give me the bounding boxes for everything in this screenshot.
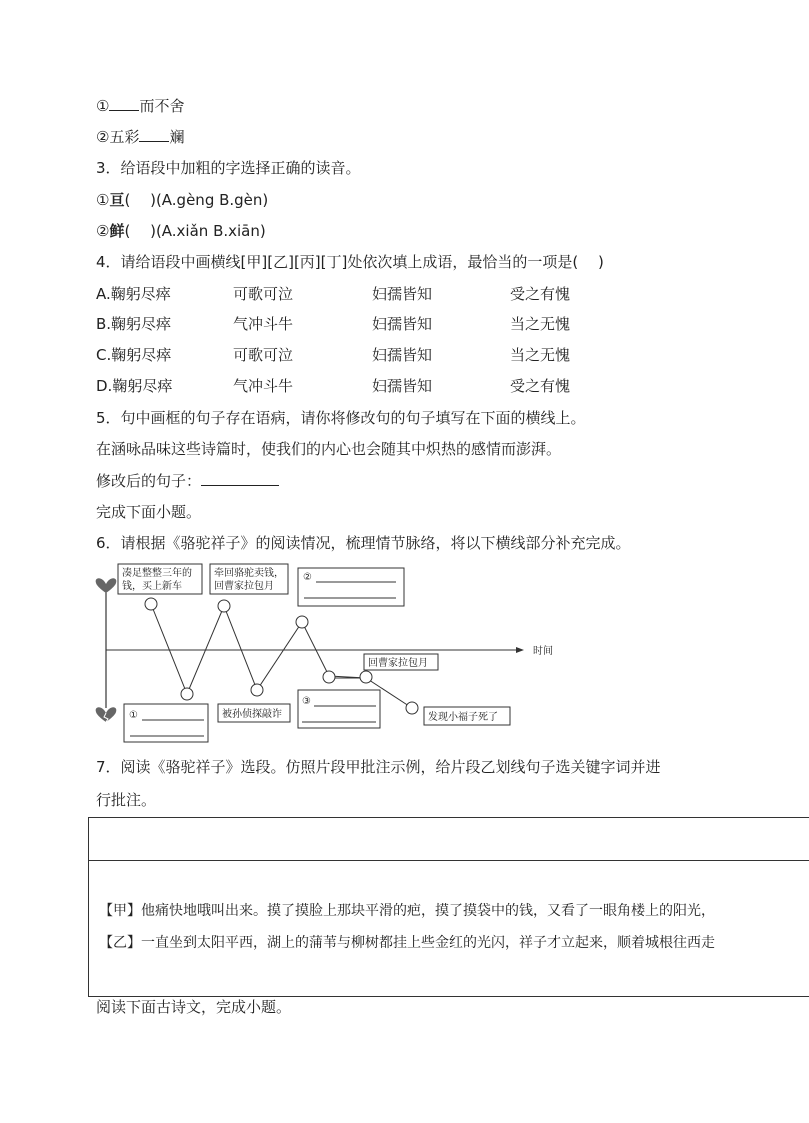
question-3-item-2: ②鲜( )(A.xiǎn B.xiān) [96, 222, 266, 240]
table-divider [89, 860, 809, 861]
question-3-item-1: ①亘( )(A.gèng B.gèn) [96, 191, 269, 209]
box-1-line-1: 凑足整整三年的 [122, 568, 192, 579]
question-5: 5．句中画框的句子存在语病，请你将修改句的句子填写在下面的横线上。 [96, 409, 586, 427]
plot-diagram [92, 560, 553, 750]
answer-blank[interactable] [139, 127, 169, 142]
question-6: 6．请根据《骆驼祥子》的阅读情况，梳理情节脉络，将以下横线部分补充完成。 [96, 534, 631, 552]
option-b-3: 妇孺皆知 [372, 315, 433, 333]
item-2: ②五彩 斓 [96, 128, 185, 146]
box-1-line-2: 钱，买上新车 [122, 581, 182, 592]
plot-node [360, 671, 372, 683]
option-d-3: 妇孺皆知 [372, 377, 433, 395]
box-2-line-1: 牵回骆驼卖钱， [214, 568, 284, 579]
option-a-2: 可歌可泣 [233, 285, 294, 303]
box-4-label: ① [129, 710, 138, 721]
section-intro-2: 阅读下面古诗文，完成小题。 [96, 998, 292, 1016]
option-a-3: 妇孺皆知 [372, 285, 433, 303]
question-5-sentence: 在涵咏品味这些诗篇时，使我们的内心也会随其中炽热的感情而澎湃。 [96, 440, 562, 458]
section-intro: 完成下面小题。 [96, 503, 202, 521]
plot-node [145, 598, 157, 610]
option-c-1[interactable]: C.鞠躬尽瘁 [96, 346, 172, 364]
plot-node [251, 684, 263, 696]
plot-node [323, 671, 335, 683]
annotation-table [88, 817, 809, 997]
heart-icon [96, 578, 117, 593]
plot-node [296, 616, 308, 628]
box-7-text: 回曹家拉包月 [368, 658, 428, 669]
question-3: 3．给语段中加粗的字选择正确的读音。 [96, 159, 361, 177]
plot-node [181, 688, 193, 700]
option-a-1[interactable]: A.鞠躬尽瘁 [96, 285, 171, 303]
axis-label-time: 时间 [533, 646, 553, 657]
option-a-4: 受之有愧 [510, 285, 571, 303]
option-b-2: 气冲斗牛 [233, 315, 294, 333]
broken-heart-icon [96, 707, 117, 722]
question-4: 4．请给语段中画横线[甲][乙][丙][丁]处依次填上成语，最恰当的一项是( ) [96, 253, 604, 271]
plot-node [406, 702, 418, 714]
passage-yi: 【乙】一直坐到太阳平西，湖上的蒲苇与柳树都挂上些金红的光闪，祥子才立起来，顺着城根往西走 [99, 935, 715, 951]
option-b-1[interactable]: B.鞠躬尽瘁 [96, 315, 172, 333]
box-2-line-2: 回曹家拉包月 [214, 581, 274, 592]
answer-blank[interactable] [109, 96, 139, 111]
question-5-revised: 修改后的句子： [96, 471, 279, 491]
answer-blank[interactable] [201, 471, 279, 486]
plot-node [218, 600, 230, 612]
question-7-line-2: 行批注。 [96, 791, 157, 809]
option-d-4: 受之有愧 [510, 377, 571, 395]
box-8-text: 发现小福子死了 [428, 712, 498, 723]
passage-jia: 【甲】他痛快地哦叫出来。摸了摸脸上那块平滑的疤，摸了摸袋中的钱，又看了一眼角楼上的阳光， [99, 903, 715, 919]
box-6-label: ③ [302, 696, 311, 707]
option-c-3: 妇孺皆知 [372, 346, 433, 364]
box-5-text: 被孙侦探敲诈 [222, 709, 282, 720]
option-c-2: 可歌可泣 [233, 346, 294, 364]
question-7-line-1: 7．阅读《骆驼祥子》选段。仿照片段甲批注示例，给片段乙划线句子选关键字词并进 [96, 758, 661, 776]
option-d-1[interactable]: D.鞠躬尽瘁 [96, 377, 173, 395]
option-b-4: 当之无愧 [510, 315, 571, 333]
option-d-2: 气冲斗牛 [233, 377, 294, 395]
box-3-label: ② [303, 572, 312, 583]
option-c-4: 当之无愧 [510, 346, 571, 364]
item-1: ① 而不舍 [96, 97, 185, 115]
